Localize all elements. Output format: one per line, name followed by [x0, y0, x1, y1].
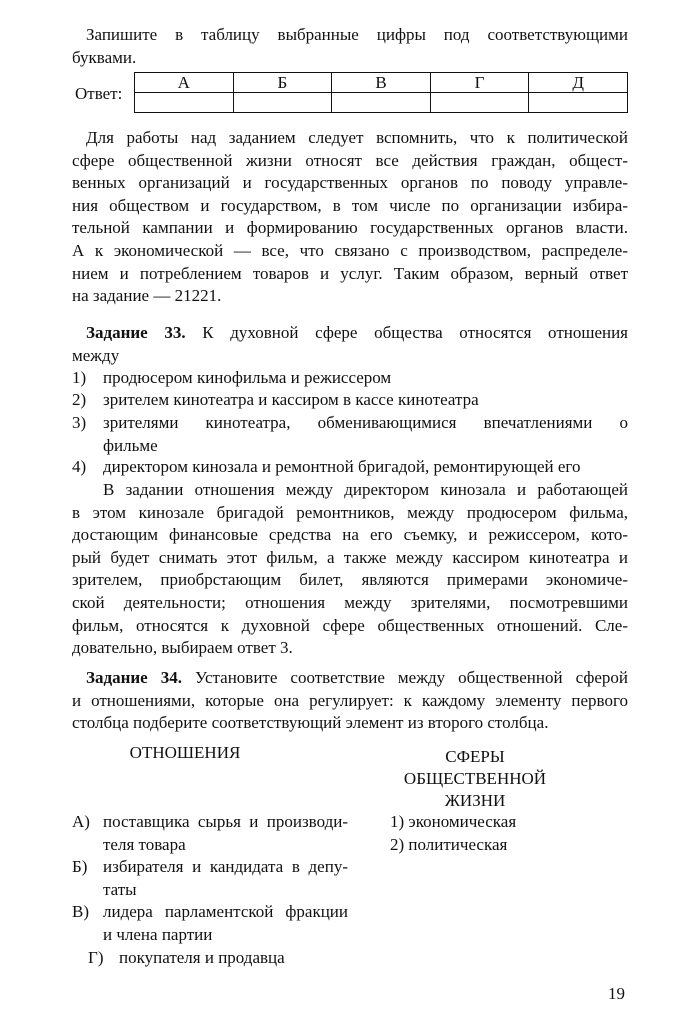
answer-cell[interactable]: [233, 93, 332, 113]
option-1: 1) продюсером кинофильма и режиссером: [72, 368, 392, 387]
relation-b: Б) избирателя и кандидата в депу- таты: [72, 857, 348, 899]
relation-g: Г) покупателя и продавца: [88, 948, 285, 967]
explanation-32: Для работы над заданием следует вспомнить, что к политической сфере общественной жизни относят все действия граждан, общест- венных организаций и государственных органов по поводу управле- ния обществом и государством, в том числе по организации избира- тельной кампании и формированию государственных органов власти. А к экономической — все, что связано с производством, распределе- нием и потреблением товаров и услуг. Таким образом, верный ответ на задание — 21221.: [72, 128, 628, 306]
answer-header: Б: [233, 73, 332, 93]
answer-header: В: [332, 73, 431, 93]
column-header-relations: ОТНОШЕНИЯ: [129, 743, 241, 762]
task-34-question: Задание 34. Установите соответствие между общественной сферой и отношениями, которые она регулирует: к каждому элементу первого столбца подберите соответствующий элемент из второго столбца.: [72, 668, 628, 733]
option-4: 4) директором кинозала и ремонтной бригадой, ремонтирующей его: [72, 457, 581, 476]
relation-a: А) поставщика сырья и производи- теля товара: [72, 812, 348, 854]
sphere-list: [390, 811, 590, 856]
intro-text: Запишите в таблицу выбранные цифры под соответствующими буквами.: [72, 25, 628, 67]
option-3: 3) зрителями кинотеатра, обменивающимися впечатлениями о фильме: [72, 413, 628, 455]
task-33-question: Задание 33. К духовной сфере общества относятся отношения между: [72, 323, 629, 365]
sphere-item: 2) политическая: [390, 834, 508, 854]
answer-label: Ответ:: [75, 84, 123, 103]
column-header-spheres: СФЕРЫ ОБЩЕСТВЕННОЙ ЖИЗНИ: [403, 747, 547, 810]
page-number: 19: [608, 984, 625, 1003]
task-title: Задание 33.: [86, 323, 186, 342]
answer-cell[interactable]: [529, 93, 628, 113]
task-title: Задание 34.: [86, 668, 182, 687]
answer-cell[interactable]: [135, 93, 234, 113]
explanation-33: В задании отношения между директором кинозала и работающей в этом кинозале бригадой ремонтников, между продюсером фильма, достающим финансовые средства на его съемку, и режиссером, кото- рый будет снимать этот фильм, а также между кассиром кинотеатра и зрителем, приобрстающим билет, являются примерами экономиче- ской деятельности; отношения между зрителями, посмотревшими фильм, относятся к духовной сфере общественных отношений. Сле- довательно, выбираем ответ 3.: [72, 480, 628, 658]
answer-table: [134, 72, 628, 113]
answer-cell[interactable]: [430, 93, 529, 113]
sphere-item: 1) экономическая: [390, 812, 517, 831]
option-2: 2) зрителем кинотеатра и кассиром в кассе кинотеатра: [72, 390, 479, 409]
relation-v: В) лидера парламентской фракции и члена партии: [72, 902, 348, 944]
answer-header: Г: [430, 73, 529, 93]
answer-header: Д: [529, 73, 628, 93]
answer-cell[interactable]: [332, 93, 431, 113]
answer-header: А: [135, 73, 234, 93]
